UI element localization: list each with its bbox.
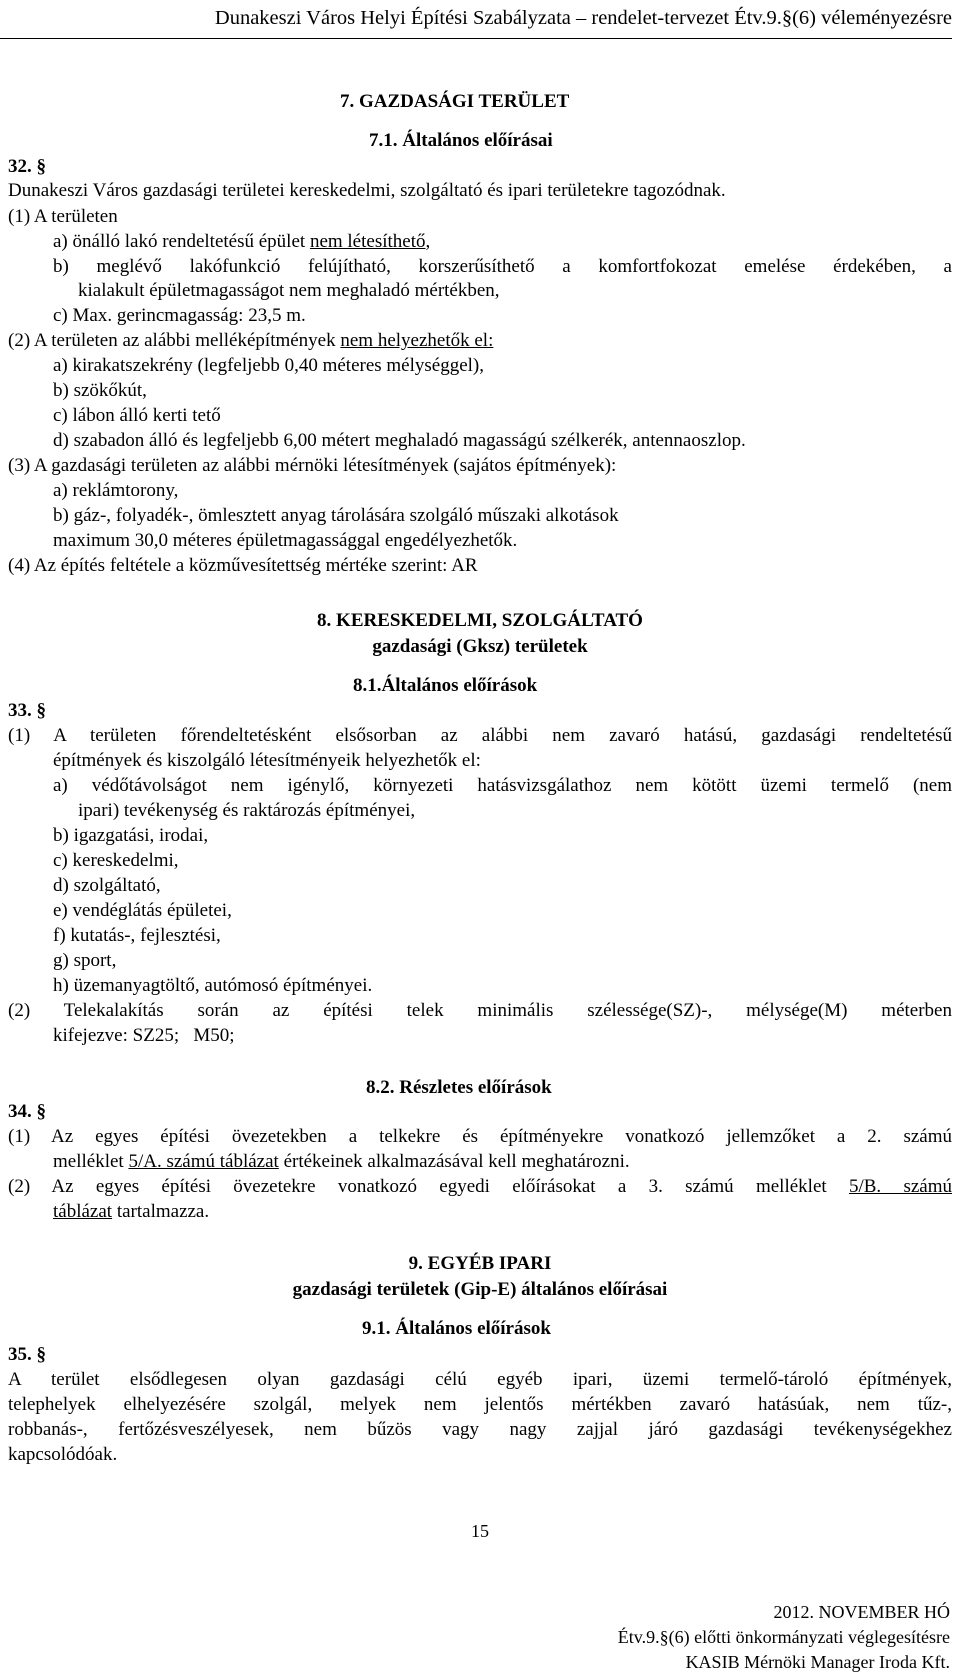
s8-p2-line1: (2) Telekalakítás során az építési telek minimális szélessége(SZ)-, mélysége(M) méterben xyxy=(8,1000,952,1021)
s7-p2-d: d) szabadon álló és legfeljebb 6,00 métert meghaladó magasságú szélkerék, antennaoszlop. xyxy=(53,430,746,451)
section-8-title-line2: gazdasági (Gksz) területek xyxy=(372,636,588,657)
s7-p3-b: b) gáz-, folyadék-, ömlesztett anyag tárolására szolgáló műszaki alkotások xyxy=(53,505,619,526)
s8-p34-2-line1: (2) Az egyes építési övezetekre vonatkozó egyedi előírásokat a 3. számú melléklet 5/B. számú xyxy=(8,1176,953,1197)
s8-p34-2-line2: táblázat tartalmazza. xyxy=(53,1201,210,1222)
s7-p1-b-line2: kialakult épületmagasságot nem meghaladó mértékben, xyxy=(78,280,500,301)
section-7-1-subtitle: 7.1. Általános előírásai xyxy=(369,130,553,151)
s8-p1-c: c) kereskedelmi, xyxy=(53,850,179,871)
s8-p1-a-line2: ipari) tevékenység és raktározás építményei, xyxy=(78,800,416,821)
s8-p1-line1: (1) A területen főrendeltetésként elsősorban az alábbi nem zavaró hatású, gazdasági rendeltetésű xyxy=(8,725,952,746)
s7-p2-c: c) lábon álló kerti tető xyxy=(53,405,221,426)
s8-p1-d: d) szolgáltató, xyxy=(53,875,161,896)
section-9-1-subtitle: 9.1. Általános előírások xyxy=(362,1318,551,1339)
s7-p1-c: c) Max. gerincmagasság: 23,5 m. xyxy=(53,305,306,326)
section-9-title-line2: gazdasági területek (Gip-E) általános előírásai xyxy=(292,1279,668,1300)
page-number: 15 xyxy=(471,1521,489,1541)
s9-line3: robbanás-, fertőzésveszélyesek, nem bűzös vagy nagy zajjal járó gazdasági tevékenységekhez xyxy=(8,1419,952,1440)
s8-p2-line2: kifejezve: SZ25; M50; xyxy=(53,1025,235,1046)
footer-date: 2012. NOVEMBER HÓ xyxy=(773,1602,950,1622)
footer-company: KASIB Mérnöki Manager Iroda Kft. xyxy=(685,1652,950,1672)
s9-line4: kapcsolódóak. xyxy=(8,1444,118,1465)
s7-p1-b-line1: b) meglévő lakófunkció felújítható, korszerűsíthető a komfortfokozat emelése érdekében, a xyxy=(53,256,952,277)
s8-p1-f: f) kutatás-, fejlesztési, xyxy=(53,925,221,946)
s8-p34-1-line2: melléklet 5/A. számú táblázat értékeinek alkalmazásával kell meghatározni. xyxy=(53,1151,630,1172)
s9-line1: A terület elsődlegesen olyan gazdasági célú egyéb ipari, üzemi termelő-tároló építmények, xyxy=(8,1369,952,1390)
paragraph-33-number: 33. § xyxy=(8,700,46,721)
section-8-1-subtitle: 8.1.Általános előírások xyxy=(353,675,538,696)
s7-p3-head: (3) A gazdasági területen az alábbi mérnöki létesítmények (sajátos építmények): xyxy=(8,455,617,476)
paragraph-34-number: 34. § xyxy=(8,1101,46,1122)
s9-line2: telephelyek elhelyezésére szolgál, melyek nem jelentős mértékben zavaró hatásúak, nem tűz-, xyxy=(8,1394,952,1415)
s8-p1-a-line1: a) védőtávolságot nem igénylő, környezeti hatásvizsgálathoz nem kötött üzemi termelő (nem xyxy=(53,775,952,796)
paragraph-32-number: 32. § xyxy=(8,156,46,177)
s7-p3-a: a) reklámtorony, xyxy=(53,480,179,501)
section-8-title: 8. KERESKEDELMI, SZOLGÁLTATÓ xyxy=(317,610,643,631)
s8-p1-e: e) vendéglátás épületei, xyxy=(53,900,232,921)
s8-p1-b: b) igazgatási, irodai, xyxy=(53,825,209,846)
paragraph-35-number: 35. § xyxy=(8,1344,46,1365)
s8-p34-1-line1: (1) Az egyes építési övezetekben a telkekre és építményekre vonatkozó jellemzőket a 2. számú xyxy=(8,1126,952,1147)
section-7-title: 7. GAZDASÁGI TERÜLET xyxy=(340,91,570,112)
s7-p1-a: a) önálló lakó rendeltetésű épület nem létesíthető, xyxy=(53,231,431,252)
s7-p4: (4) Az építés feltétele a közművesítettség mértéke szerint: AR xyxy=(8,555,478,576)
s8-p1-g: g) sport, xyxy=(53,950,117,971)
s7-p1-head: (1) A területen xyxy=(8,206,118,227)
s7-p3-tail: maximum 30,0 méteres épületmagassággal engedélyezhetők. xyxy=(53,530,518,551)
s8-p1-h: h) üzemanyagtöltő, autómosó építményei. xyxy=(53,975,373,996)
section-7-intro: Dunakeszi Város gazdasági területei kereskedelmi, szolgáltató és ipari területekre tagozódnak. xyxy=(8,180,726,201)
footer-status: Étv.9.§(6) előtti önkormányzati véglegesítésre xyxy=(617,1627,950,1647)
s7-p2-head: (2) A területen az alábbi melléképítmények nem helyezhetők el: xyxy=(8,330,494,351)
page-header: Dunakeszi Város Helyi Építési Szabályzata – rendelet-tervezet Étv.9.§(6) véleményezésre xyxy=(0,4,952,39)
section-9-title: 9. EGYÉB IPARI xyxy=(408,1253,552,1274)
s7-p2-a: a) kirakatszekrény (legfeljebb 0,40 méteres mélységgel), xyxy=(53,355,485,376)
s7-p2-b: b) szökőkút, xyxy=(53,380,147,401)
s8-p1-line2: építmények és kiszolgáló létesítményeik helyezhetők el: xyxy=(53,750,481,771)
section-8-2-subtitle: 8.2. Részletes előírások xyxy=(366,1077,552,1098)
